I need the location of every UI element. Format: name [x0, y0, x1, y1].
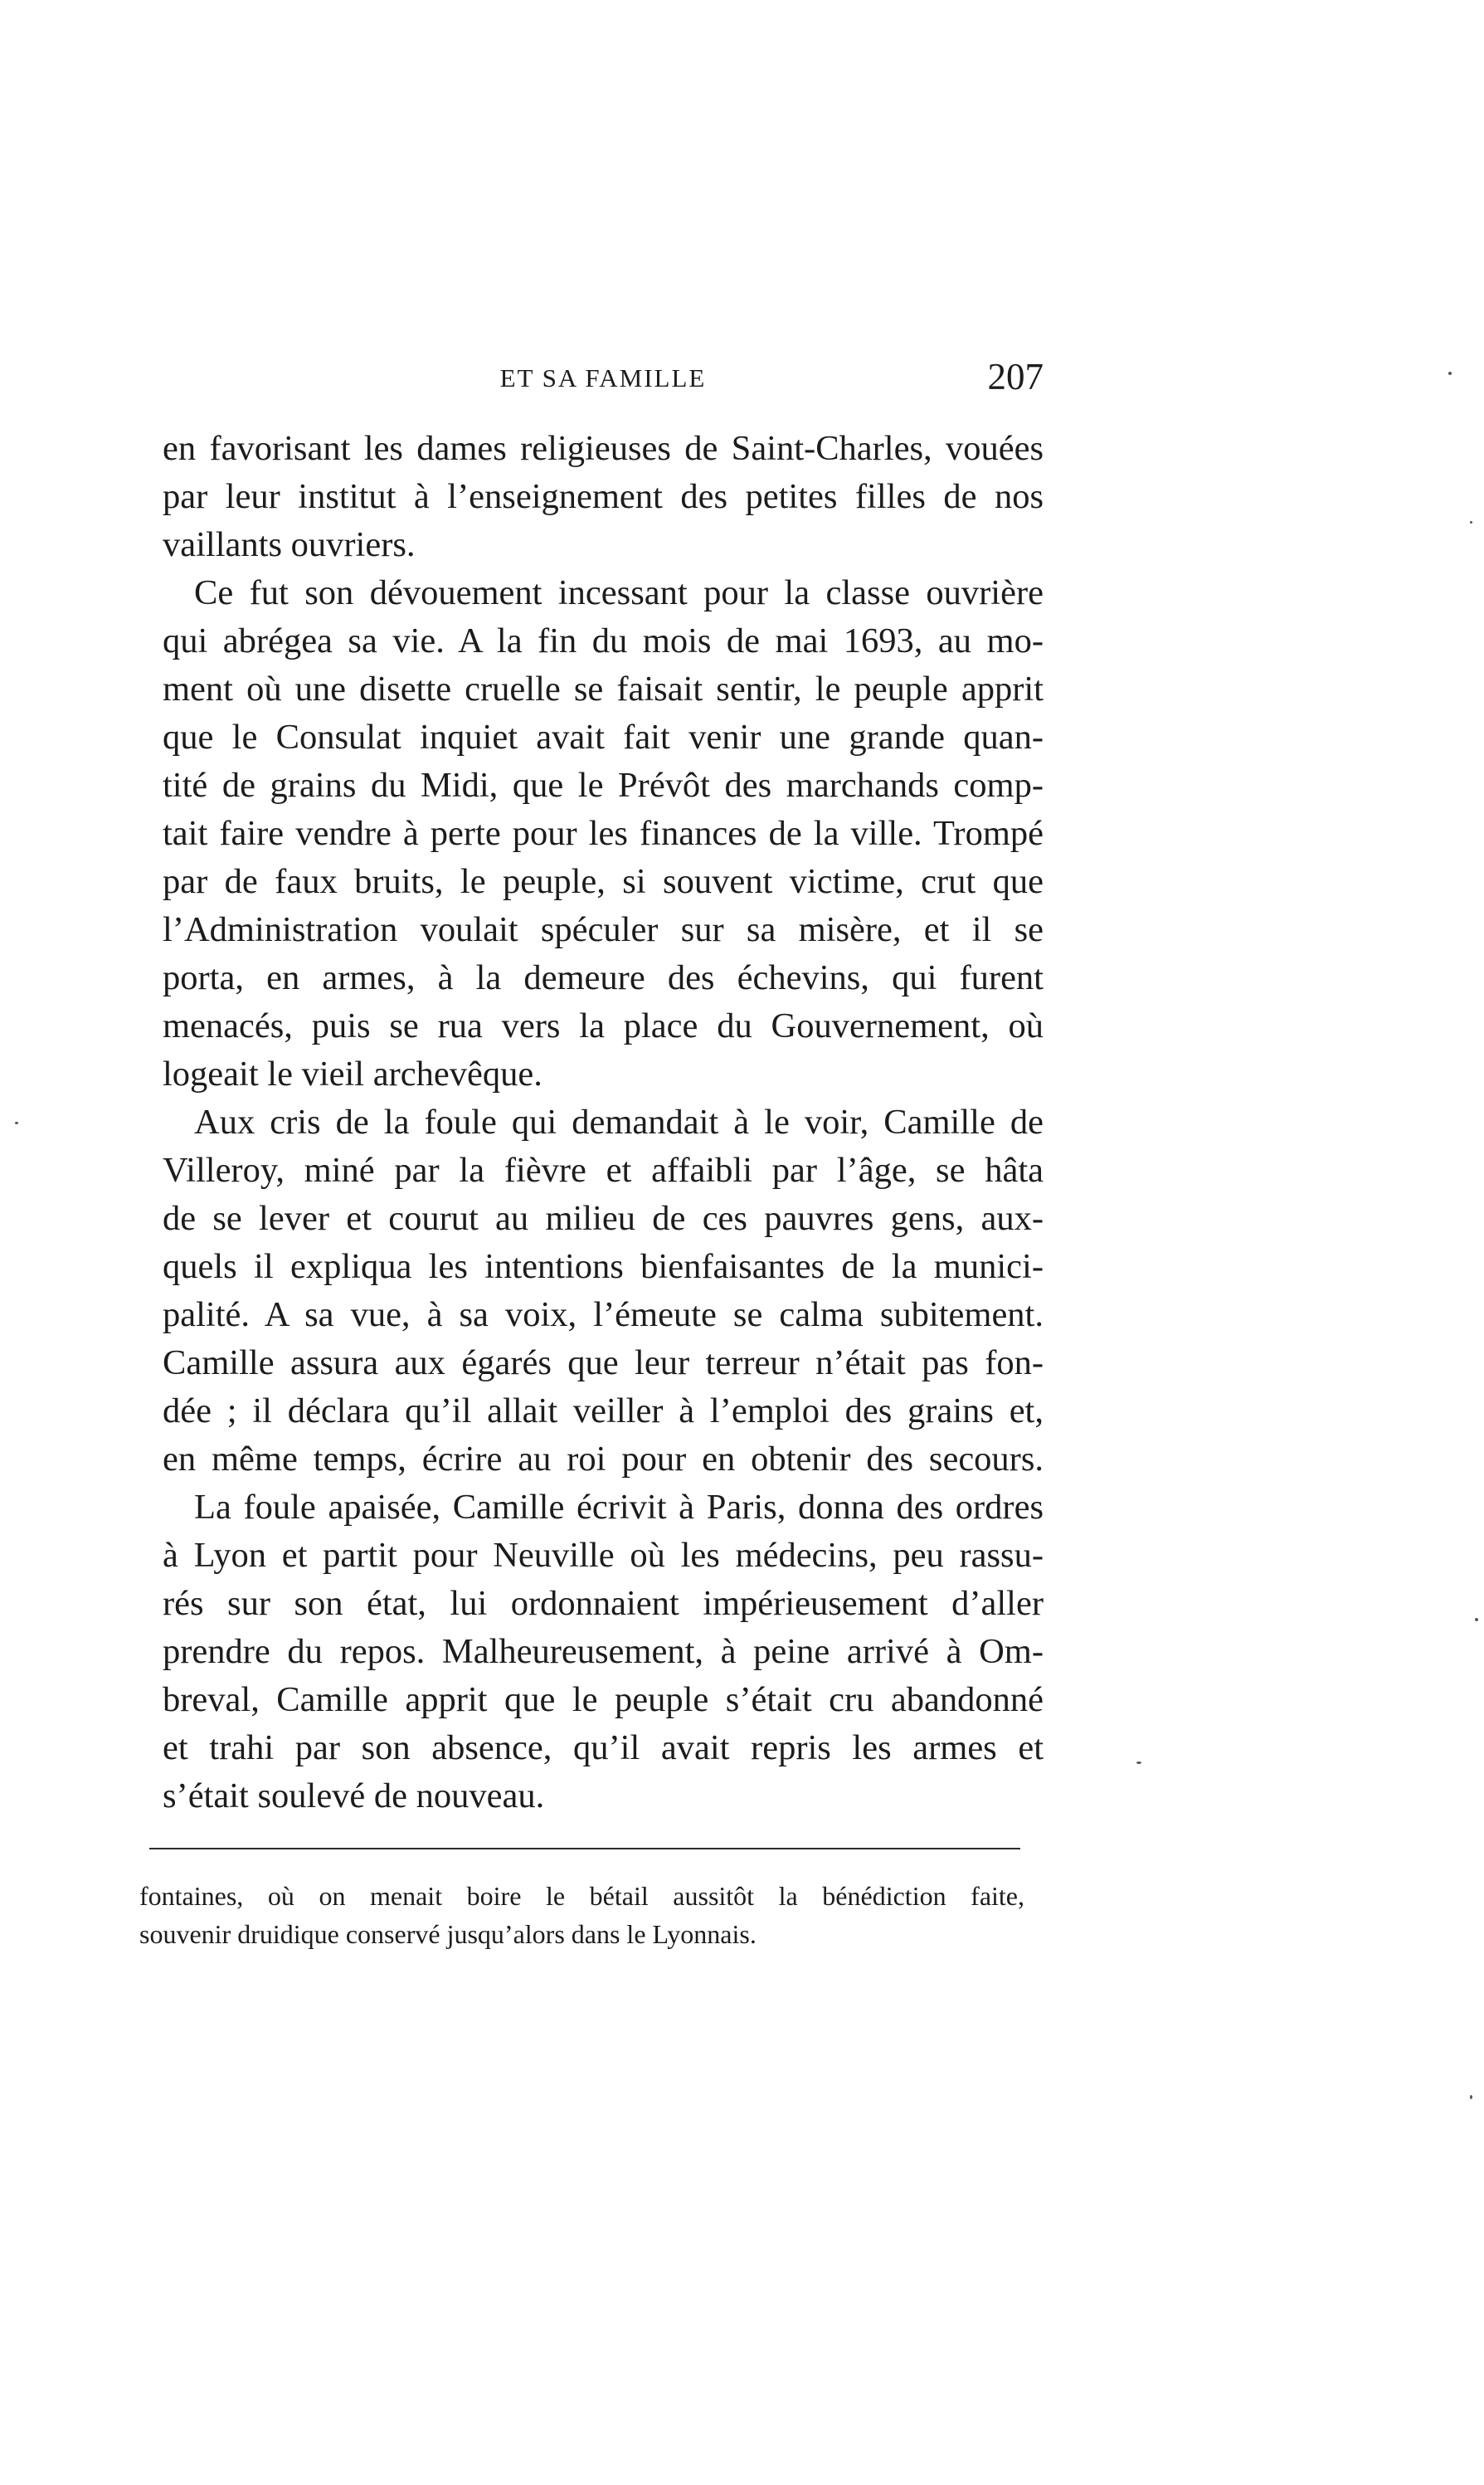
body-text [163, 425, 1044, 1820]
text-line: breval, Camille apprit que le peuple s’était cru abandonné [163, 1680, 1044, 1719]
footnote [139, 1877, 1024, 1953]
paragraph-1 [163, 425, 1044, 569]
text-line: ment où une disette cruelle se faisait sentir, le peuple apprit [163, 670, 1044, 709]
text-line: et trahi par son absence, qu’il avait repris les armes et [163, 1728, 1044, 1767]
footnote-line: souvenir druidique conservé jusqu’alors dans le Lyonnais. [139, 1919, 757, 1949]
text-line: vaillants ouvriers. [163, 525, 416, 564]
text-line: La foule apaisée, Camille écrivit à Paris, donna des ordres [194, 1488, 1044, 1527]
page-number: 207 [987, 356, 1044, 397]
paragraph-3 [163, 1099, 1044, 1484]
footnote-line: fontaines, où on menait boire le bétail aussitôt la bénédiction faite, [139, 1881, 1024, 1911]
paragraph-2 [163, 569, 1044, 1099]
text-line: à Lyon et partit pour Neuville où les médecins, peu rassu- [163, 1536, 1044, 1575]
paper-speck [1136, 1761, 1141, 1764]
text-line: rés sur son état, lui ordonnaient impérieusement d’aller [163, 1584, 1044, 1623]
footnote-divider [149, 1848, 1020, 1849]
text-line: tait faire vendre à perte pour les finances de la ville. Trompé [163, 814, 1044, 853]
text-line: en favorisant les dames religieuses de Saint-Charles, vouées [163, 429, 1044, 468]
text-line: que le Consulat inquiet avait fait venir une grande quan- [163, 718, 1044, 757]
text-line: prendre du repos. Malheureusement, à peine arrivé à Om- [163, 1632, 1044, 1671]
text-line: par leur institut à l’enseignement des petites filles de nos [163, 477, 1044, 516]
text-line: s’était soulevé de nouveau. [163, 1776, 545, 1815]
text-line: logeait le vieil archevêque. [163, 1055, 543, 1094]
paper-speck [1470, 521, 1472, 524]
paper-speck [1475, 1618, 1478, 1621]
paper-speck [1470, 2095, 1472, 2099]
text-line: Aux cris de la foule qui demandait à le voir, Camille de [194, 1103, 1044, 1142]
text-line: de se lever et courut au milieu de ces pauvres gens, aux- [163, 1199, 1044, 1238]
text-line: tité de grains du Midi, que le Prévôt des marchands comp- [163, 766, 1044, 805]
text-line: qui abrégea sa vie. A la fin du mois de mai 1693, au mo- [163, 621, 1044, 660]
paper-speck [15, 1122, 18, 1124]
paper-speck [1448, 372, 1452, 375]
text-line: par de faux bruits, le peuple, si souvent victime, crut que [163, 862, 1044, 901]
text-line: quels il expliqua les intentions bienfaisantes de la munici- [163, 1247, 1044, 1286]
paragraph-4 [163, 1484, 1044, 1820]
text-line: palité. A sa vue, à sa voix, l’émeute se calma subitement. [163, 1295, 1044, 1334]
text-line: Villeroy, miné par la fièvre et affaibli par l’âge, se hâta [163, 1151, 1044, 1190]
text-line: l’Administration voulait spéculer sur sa misère, et il se [163, 910, 1044, 949]
text-line: dée ; il déclara qu’il allait veiller à l’emploi des grains et, [163, 1391, 1044, 1430]
page-header [163, 355, 1044, 413]
text-line: Ce fut son dévouement incessant pour la classe ouvrière [194, 573, 1044, 612]
running-title: ET SA FAMILLE [499, 363, 707, 392]
text-line: Camille assura aux égarés que leur terreur n’était pas fon- [163, 1343, 1044, 1382]
text-line: menacés, puis se rua vers la place du Gouvernement, où [163, 1006, 1044, 1045]
text-line: porta, en armes, à la demeure des échevins, qui furent [163, 958, 1044, 997]
text-line: en même temps, écrire au roi pour en obtenir des secours. [163, 1440, 1044, 1479]
